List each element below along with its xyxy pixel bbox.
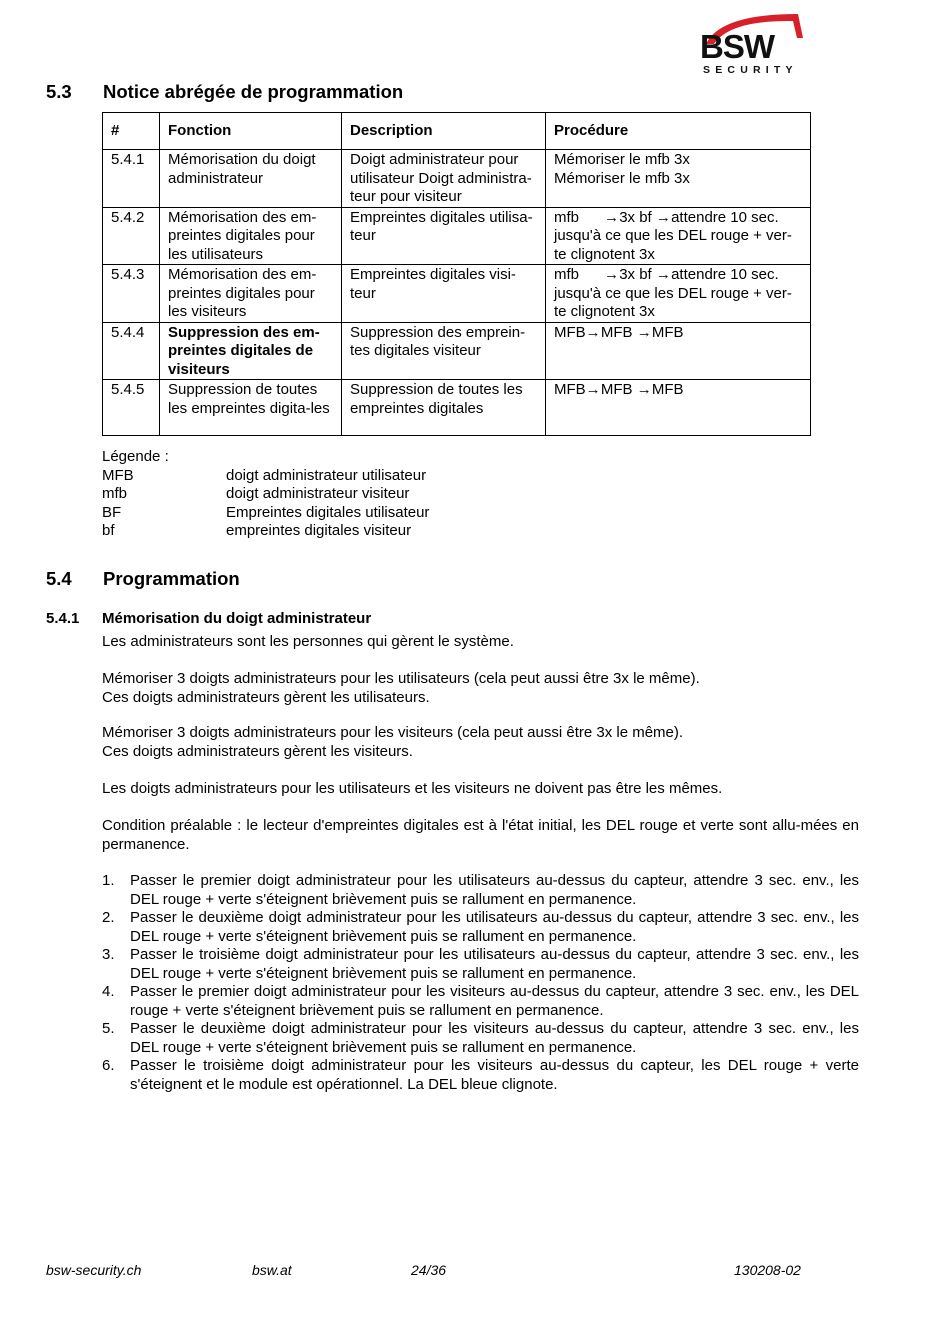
arrow-right-icon: →	[655, 208, 671, 226]
subsection-number: 5.4.1	[46, 610, 80, 627]
list-item: 1. Passer le premier doigt administrateur pour les utilisateurs au-dessus du capteur, attendre 3 sec. env., les DEL rouge + verte s'éteignent brièvement puis se rallument en permanence.	[102, 872, 859, 908]
table-row	[103, 265, 811, 323]
paragraph: Condition préalable : le lecteur d'empreintes digitales est à l'état initial, les DEL rouge et verte sont allu-mées en permanence.	[102, 817, 859, 853]
arrow-right-icon: →	[655, 266, 671, 283]
legend-item: BF Empreintes digitales utilisateur	[102, 503, 430, 521]
legend-item: MFB doigt administrateur utilisateur	[102, 466, 427, 484]
row-procedure	[546, 150, 811, 208]
row-number: 5.4.1	[103, 150, 160, 208]
procedure-line: mfb → 3x bf → attendre 10 sec.	[554, 266, 779, 283]
footer-document-code: 130208-02	[734, 1262, 801, 1278]
list-item: 5. Passer le deuxième doigt administrateur pour les visiteurs au-dessus du capteur, attendre 3 sec. env., les DEL rouge + verte s'éteignent brièvement puis se rallument en permanence.	[102, 1020, 859, 1056]
section-number: 5.3	[46, 81, 72, 102]
list-item: 3. Passer le troisième doigt administrateur pour les utilisateurs au-dessus du capteur, attendre 3 sec. env., les DEL rouge + verte s'éteignent brièvement puis se rallument en permanence.	[102, 946, 859, 982]
logo-wordmark: BSW	[700, 28, 774, 65]
section-heading-5-3	[46, 81, 546, 105]
procedure-line: Mémoriser le mfb 3x	[554, 151, 690, 168]
legend-title: Légende :	[102, 448, 169, 465]
row-description: Empreintes digitales utilisa-teur	[342, 207, 546, 265]
row-description: Suppression des emprein-tes digitales visiteur	[342, 322, 546, 380]
procedure-line: jusqu'à ce que les DEL rouge + ver-te clignotent 3x	[554, 284, 792, 320]
table-row	[103, 322, 811, 380]
table-header-row	[103, 113, 811, 150]
procedure-line: Mémoriser le mfb 3x	[554, 169, 690, 187]
section-title: Programmation	[103, 568, 240, 589]
footer-page-number: 24/36	[411, 1262, 447, 1278]
legend-item: mfb doigt administrateur visiteur	[102, 485, 410, 502]
arrow-right-icon: →	[585, 323, 601, 341]
paragraph: Mémoriser 3 doigts administrateurs pour les utilisateurs (cela peut aussi être 3x le même). Ces doigts administrateurs gèrent les utilisateurs.	[102, 670, 700, 706]
logo-subtitle: SECURITY	[703, 64, 798, 76]
column-header: Fonction	[160, 113, 342, 150]
column-header: Procédure	[546, 113, 811, 150]
row-function: Mémorisation du doigt administrateur	[160, 150, 342, 208]
section-number: 5.4	[46, 568, 72, 589]
column-header: Description	[342, 113, 546, 150]
footer-website-ch: bsw-security.ch	[46, 1262, 142, 1278]
arrow-right-icon: →	[604, 208, 620, 226]
list-item: 6. Passer le troisième doigt administrateur pour les visiteurs au-dessus du capteur, les DEL rouge + verte s'éteignent et le module est opérationnel. La DEL bleue clignote.	[102, 1057, 859, 1093]
list-item: 4. Passer le premier doigt administrateur pour les visiteurs au-dessus du capteur, attendre 3 sec. env., les DEL rouge + verte s'éteignent brièvement puis se rallument en permanence.	[102, 983, 859, 1019]
row-number: 5.4.5	[103, 380, 160, 436]
arrow-right-icon: →	[585, 381, 601, 398]
row-procedure	[546, 265, 811, 323]
arrow-right-icon: →	[636, 323, 652, 341]
paragraph: Mémoriser 3 doigts administrateurs pour les visiteurs (cela peut aussi être 3x le même). Ces doigts administrateurs gèrent les visiteurs.	[102, 724, 684, 760]
row-function: Mémorisation des em-preintes digitales pour les visiteurs	[160, 265, 342, 323]
arrow-right-icon: →	[604, 266, 620, 283]
row-number: 5.4.3	[103, 265, 160, 323]
row-function: Mémorisation des em-preintes digitales pour les utilisateurs	[160, 207, 342, 265]
table-row	[103, 150, 811, 208]
row-description: Suppression de toutes les empreintes digitales	[342, 380, 546, 436]
row-number: 5.4.4	[103, 322, 160, 380]
footer-website-at: bsw.at	[252, 1262, 292, 1278]
arrow-right-icon: →	[636, 381, 652, 398]
section-title: Notice abrégée de programmation	[103, 81, 404, 102]
procedure-line: mfb → 3x bf → attendre 10 sec.	[554, 208, 779, 226]
procedure-line: jusqu'à ce que les DEL rouge + ver-te clignotent 3x	[554, 227, 792, 263]
row-procedure	[546, 207, 811, 265]
row-procedure: MFB→ MFB → MFB	[546, 380, 811, 436]
steps-list	[102, 872, 859, 1094]
list-item: 2. Passer le deuxième doigt administrateur pour les utilisateurs au-dessus du capteur, attendre 3 sec. env., les DEL rouge + verte s'éteignent brièvement puis se rallument en permanence.	[102, 909, 859, 945]
paragraph: Les doigts administrateurs pour les utilisateurs et les visiteurs ne doivent pas être les mêmes.	[102, 780, 723, 797]
row-function: Suppression de toutes les empreintes digita-les	[160, 380, 342, 436]
table-row	[103, 207, 811, 265]
legend-item: bf empreintes digitales visiteur	[102, 522, 412, 539]
table-row	[103, 380, 811, 436]
column-header: #	[103, 113, 160, 150]
legend	[102, 448, 602, 541]
row-function: Suppression des em-preintes digitales de visiteurs	[160, 322, 342, 380]
row-procedure: MFB→ MFB → MFB	[546, 322, 811, 380]
row-number: 5.4.2	[103, 207, 160, 265]
row-description: Empreintes digitales visi-teur	[342, 265, 546, 323]
paragraph: Les administrateurs sont les personnes qui gèrent le système.	[102, 633, 514, 650]
row-description: Doigt administrateur pour utilisateur Doigt administra-teur pour visiteur	[342, 150, 546, 208]
subsection-title: Mémorisation du doigt administrateur	[102, 610, 372, 627]
bsw-security-logo	[700, 8, 808, 78]
section-heading-5-4	[46, 568, 546, 592]
programming-summary-table	[102, 112, 811, 436]
